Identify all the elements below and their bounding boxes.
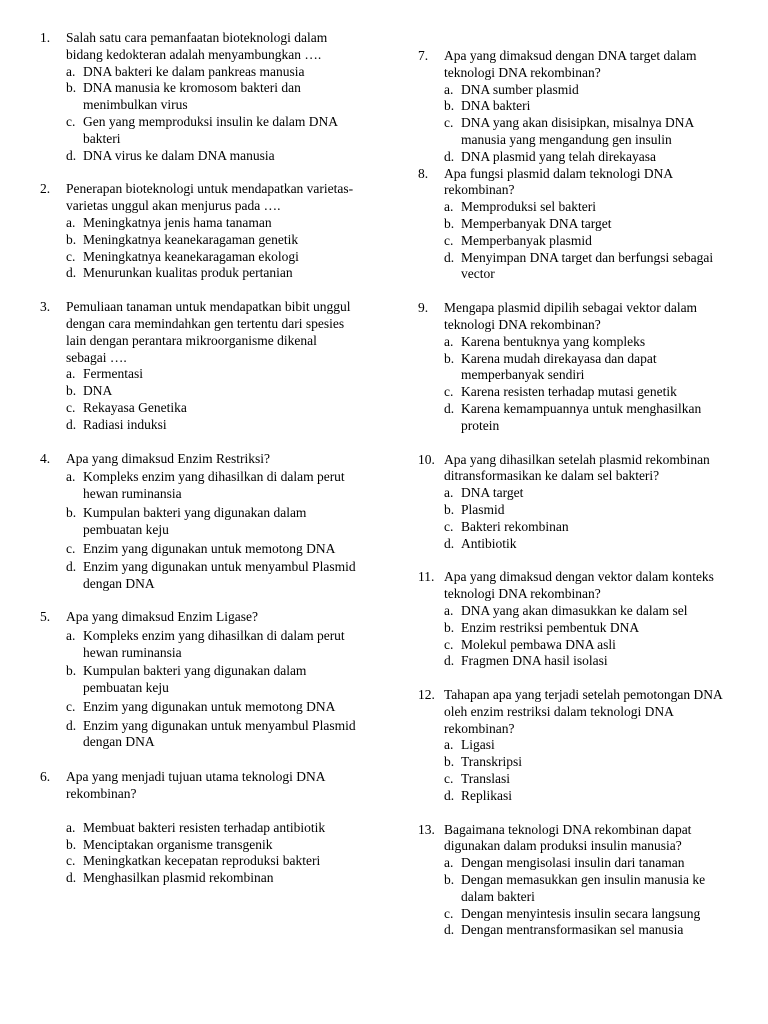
option-letter: c. (444, 115, 454, 131)
option-letter: a. (66, 819, 76, 835)
option-text: Gen yang memproduksi insulin ke dalam DNA bakteri (83, 113, 338, 146)
question-number: 8. (418, 165, 429, 181)
answer-options (66, 64, 358, 165)
option-letter: c. (66, 248, 76, 264)
option-letter: c. (66, 540, 76, 556)
option-letter: b. (444, 754, 455, 770)
option-a (444, 737, 736, 754)
question-text: Tahapan apa yang terjadi setelah pemotongan DNA oleh enzim restriksi dalam teknologi DNA rekombinan? (444, 687, 722, 736)
option-b (444, 98, 736, 115)
option-d (66, 148, 358, 165)
question-8 (418, 166, 736, 284)
option-letter: a. (444, 737, 454, 753)
answer-options (444, 199, 736, 283)
option-c (444, 771, 736, 788)
option-text: Enzim yang digunakan untuk memotong DNA (83, 540, 336, 556)
option-letter: d. (66, 559, 77, 575)
option-c (444, 384, 736, 401)
answer-options (66, 820, 358, 887)
question-1 (40, 30, 358, 164)
option-text: Enzim yang digunakan untuk menyambul Plasmid dengan DNA (83, 717, 356, 750)
right-column (418, 48, 736, 939)
option-letter: b. (66, 80, 77, 96)
option-text: Memproduksi sel bakteri (461, 199, 596, 215)
option-b (66, 80, 358, 114)
option-c (66, 114, 358, 148)
option-text: DNA target (461, 485, 524, 501)
option-d (444, 922, 736, 939)
option-b (66, 232, 358, 249)
option-d (66, 718, 358, 752)
question-number: 2. (40, 181, 51, 197)
option-text: Enzim yang digunakan untuk memotong DNA (83, 698, 336, 714)
option-letter: a. (66, 63, 76, 79)
option-c (444, 233, 736, 250)
option-b (444, 216, 736, 233)
option-letter: c. (66, 698, 76, 714)
option-text: Rekayasa Genetika (83, 399, 187, 415)
option-letter: a. (444, 81, 454, 97)
option-letter: d. (66, 265, 77, 281)
option-text: Menyimpan DNA target dan berfungsi sebagai vector (461, 249, 714, 282)
option-letter: b. (444, 98, 455, 114)
option-letter: a. (66, 366, 76, 382)
option-text: DNA (83, 383, 113, 399)
question-text: Apa yang dimaksud Enzim Ligase? (66, 608, 258, 624)
option-c (66, 249, 358, 266)
question-number: 12. (418, 687, 435, 703)
option-letter: b. (444, 872, 455, 888)
question-number: 1. (40, 30, 51, 45)
option-text: Menurunkan kualitas produk pertanian (83, 265, 293, 281)
option-d (66, 417, 358, 434)
option-text: Dengan mengisolasi insulin dari tanaman (461, 855, 685, 871)
option-a (444, 603, 736, 620)
option-letter: c. (444, 518, 454, 534)
question-11 (418, 569, 736, 670)
option-text: Enzim yang digunakan untuk menyambul Plasmid dengan DNA (83, 559, 356, 592)
option-letter: d. (444, 535, 455, 551)
option-text: Antibiotik (461, 535, 517, 551)
option-text: DNA yang akan dimasukkan ke dalam sel (461, 602, 688, 618)
option-b (444, 620, 736, 637)
option-text: Transkripsi (461, 754, 523, 770)
option-text: Karena kemampuannya untuk menghasilkan protein (461, 400, 702, 433)
option-letter: c. (444, 771, 454, 787)
option-text: DNA plasmid yang telah direkayasa (461, 148, 656, 164)
question-number: 7. (418, 48, 429, 63)
option-b (66, 837, 358, 854)
option-letter: c. (66, 399, 76, 415)
option-letter: a. (444, 855, 454, 871)
option-c (444, 115, 736, 149)
option-text: Fragmen DNA hasil isolasi (461, 653, 608, 669)
question-text: Apa yang dimaksud Enzim Restriksi? (66, 450, 270, 466)
option-text: Enzim restriksi pembentuk DNA (461, 619, 640, 635)
option-a (444, 855, 736, 872)
option-letter: c. (444, 232, 454, 248)
answer-options (444, 603, 736, 670)
option-a (444, 334, 736, 351)
option-text: Menghasilkan plasmid rekombinan (83, 870, 274, 886)
question-13 (418, 822, 736, 940)
question-text: Apa yang dimaksud dengan DNA target dalam teknologi DNA rekombinan? (444, 48, 697, 80)
option-letter: b. (66, 504, 77, 520)
option-text: Plasmid (461, 501, 505, 517)
question-number: 10. (418, 451, 435, 467)
option-text: Memperbanyak plasmid (461, 232, 592, 248)
option-text: Karena bentuknya yang kompleks (461, 333, 646, 349)
option-text: Dengan memasukkan gen insulin manusia ke dalam bakteri (461, 872, 706, 904)
question-text: Pemuliaan tanaman untuk mendapatkan bibit unggul dengan cara memindahkan gen tertentu dari spesies lain dengan perantara mikroorganisme dikenal sebagai …. (66, 299, 351, 365)
option-letter: a. (66, 627, 76, 643)
answer-options (66, 469, 358, 593)
option-a (444, 82, 736, 99)
option-d (444, 788, 736, 805)
question-number: 13. (418, 821, 435, 837)
option-text: Fermentasi (83, 366, 143, 382)
question-number: 3. (40, 299, 51, 315)
option-text: Memperbanyak DNA target (461, 215, 612, 231)
option-a (66, 64, 358, 81)
option-letter: a. (444, 199, 454, 215)
question-number: 6. (40, 769, 51, 785)
question-text: Apa yang dimaksud dengan vektor dalam konteks teknologi DNA rekombinan? (444, 569, 714, 602)
option-text: Kompleks enzim yang dihasilkan di dalam perut hewan ruminansia (83, 627, 345, 660)
option-text: Molekul pembawa DNA asli (461, 636, 616, 652)
option-a (66, 366, 358, 383)
option-letter: a. (444, 333, 454, 349)
option-d (66, 265, 358, 282)
question-12 (418, 687, 736, 805)
option-text: DNA sumber plasmid (461, 81, 579, 97)
option-text: DNA virus ke dalam DNA manusia (83, 147, 275, 163)
option-b (444, 502, 736, 519)
option-c (444, 637, 736, 654)
question-number: 9. (418, 300, 429, 316)
option-text: Translasi (461, 771, 511, 787)
option-letter: d. (444, 400, 455, 416)
answer-options (444, 485, 736, 552)
option-text: Meningkatnya keanekaragaman genetik (83, 231, 299, 247)
option-letter: c. (66, 113, 76, 129)
option-d (444, 536, 736, 553)
option-letter: c. (66, 853, 76, 869)
option-text: Karena resisten terhadap mutasi genetik (461, 384, 677, 400)
option-text: Kompleks enzim yang dihasilkan di dalam perut hewan ruminansia (83, 469, 345, 502)
question-10 (418, 452, 736, 553)
option-text: Ligasi (461, 737, 495, 753)
option-a (66, 628, 358, 662)
option-text: DNA manusia ke kromosom bakteri dan menimbulkan virus (83, 80, 301, 113)
option-a (444, 485, 736, 502)
option-text: Replikasi (461, 787, 512, 803)
answer-options (66, 628, 358, 752)
option-b (66, 505, 358, 539)
question-text: Apa yang menjadi tujuan utama teknologi DNA rekombinan? (66, 769, 325, 802)
answer-options (66, 215, 358, 282)
option-c (66, 541, 358, 558)
option-letter: d. (444, 148, 455, 164)
option-letter: a. (444, 602, 454, 618)
answer-options (444, 334, 736, 435)
option-letter: d. (66, 147, 77, 163)
question-5 (40, 609, 358, 751)
option-text: Dengan mentransformasikan sel manusia (461, 922, 684, 938)
option-a (444, 199, 736, 216)
option-text: Meningkatnya jenis hama tanaman (83, 214, 272, 230)
option-d (444, 250, 736, 284)
option-letter: a. (444, 485, 454, 501)
question-text: Bagaimana teknologi DNA rekombinan dapat digunakan dalam produksi insulin manusia? (444, 821, 692, 854)
option-text: DNA bakteri (461, 98, 531, 114)
option-b (444, 754, 736, 771)
question-2 (40, 181, 358, 282)
question-text: Apa yang dihasilkan setelah plasmid rekombinan ditransformasikan ke dalam sel bakteri? (444, 451, 710, 484)
option-letter: d. (66, 416, 77, 432)
option-text: Kumpulan bakteri yang digunakan dalam pembuatan keju (83, 504, 307, 537)
option-letter: b. (66, 383, 77, 399)
option-letter: d. (444, 787, 455, 803)
option-letter: d. (444, 653, 455, 669)
option-letter: a. (66, 214, 76, 230)
option-c (66, 400, 358, 417)
option-letter: d. (444, 922, 455, 938)
option-text: DNA yang akan disisipkan, misalnya DNA manusia yang mengandung gen insulin (461, 115, 694, 147)
question-number: 5. (40, 608, 51, 624)
option-b (444, 872, 736, 906)
question-number: 4. (40, 450, 51, 466)
question-text: Penerapan bioteknologi untuk mendapatkan varietas-varietas unggul akan menjurus pada …. (66, 181, 354, 214)
option-b (66, 383, 358, 400)
option-letter: c. (444, 905, 454, 921)
option-letter: a. (66, 469, 76, 485)
option-letter: b. (66, 836, 77, 852)
question-text: Salah satu cara pemanfaatan bioteknologi dalam bidang kedokteran adalah menyambungkan …. (66, 30, 328, 62)
question-text: Mengapa plasmid dipilih sebagai vektor dalam teknologi DNA rekombinan? (444, 300, 698, 332)
question-9 (418, 300, 736, 434)
option-text: Kumpulan bakteri yang digunakan dalam pembuatan keju (83, 663, 307, 696)
option-d (444, 149, 736, 166)
option-text: Dengan menyintesis insulin secara langsung (461, 905, 701, 921)
question-7 (418, 48, 736, 166)
option-c (444, 519, 736, 536)
option-letter: b. (66, 663, 77, 679)
option-d (66, 870, 358, 887)
option-letter: c. (444, 384, 454, 400)
option-c (66, 853, 358, 870)
option-letter: b. (444, 619, 455, 635)
option-text: Meningkatkan kecepatan reproduksi bakteri (83, 853, 321, 869)
option-a (66, 215, 358, 232)
option-letter: d. (66, 717, 77, 733)
option-letter: d. (66, 870, 77, 886)
option-text: Karena mudah direkayasa dan dapat memperbanyak sendiri (461, 350, 657, 383)
option-text: DNA bakteri ke dalam pankreas manusia (83, 63, 305, 79)
question-text: Apa fungsi plasmid dalam teknologi DNA rekombinan? (444, 165, 673, 198)
option-text: Bakteri rekombinan (461, 518, 569, 534)
answer-options (66, 366, 358, 433)
option-d (444, 653, 736, 670)
option-b (444, 351, 736, 385)
option-d (444, 401, 736, 435)
option-text: Meningkatnya keanekaragaman ekologi (83, 248, 299, 264)
answer-options (444, 855, 736, 939)
question-3 (40, 299, 358, 433)
option-text: Menciptakan organisme transgenik (83, 836, 273, 852)
option-letter: b. (66, 231, 77, 247)
option-letter: d. (444, 249, 455, 265)
option-text: Radiasi induksi (83, 416, 167, 432)
answer-options (444, 82, 736, 166)
left-column (40, 30, 358, 887)
question-6 (40, 769, 358, 887)
option-a (66, 820, 358, 837)
option-letter: b. (444, 350, 455, 366)
option-d (66, 559, 358, 593)
option-a (66, 469, 358, 503)
option-b (66, 663, 358, 697)
question-4 (40, 451, 358, 593)
option-text: Membuat bakteri resisten terhadap antibiotik (83, 819, 326, 835)
option-letter: b. (444, 215, 455, 231)
option-letter: b. (444, 501, 455, 517)
option-c (66, 699, 358, 716)
option-letter: c. (444, 636, 454, 652)
answer-options (444, 737, 736, 804)
question-number: 11. (418, 569, 435, 585)
option-c (444, 906, 736, 923)
